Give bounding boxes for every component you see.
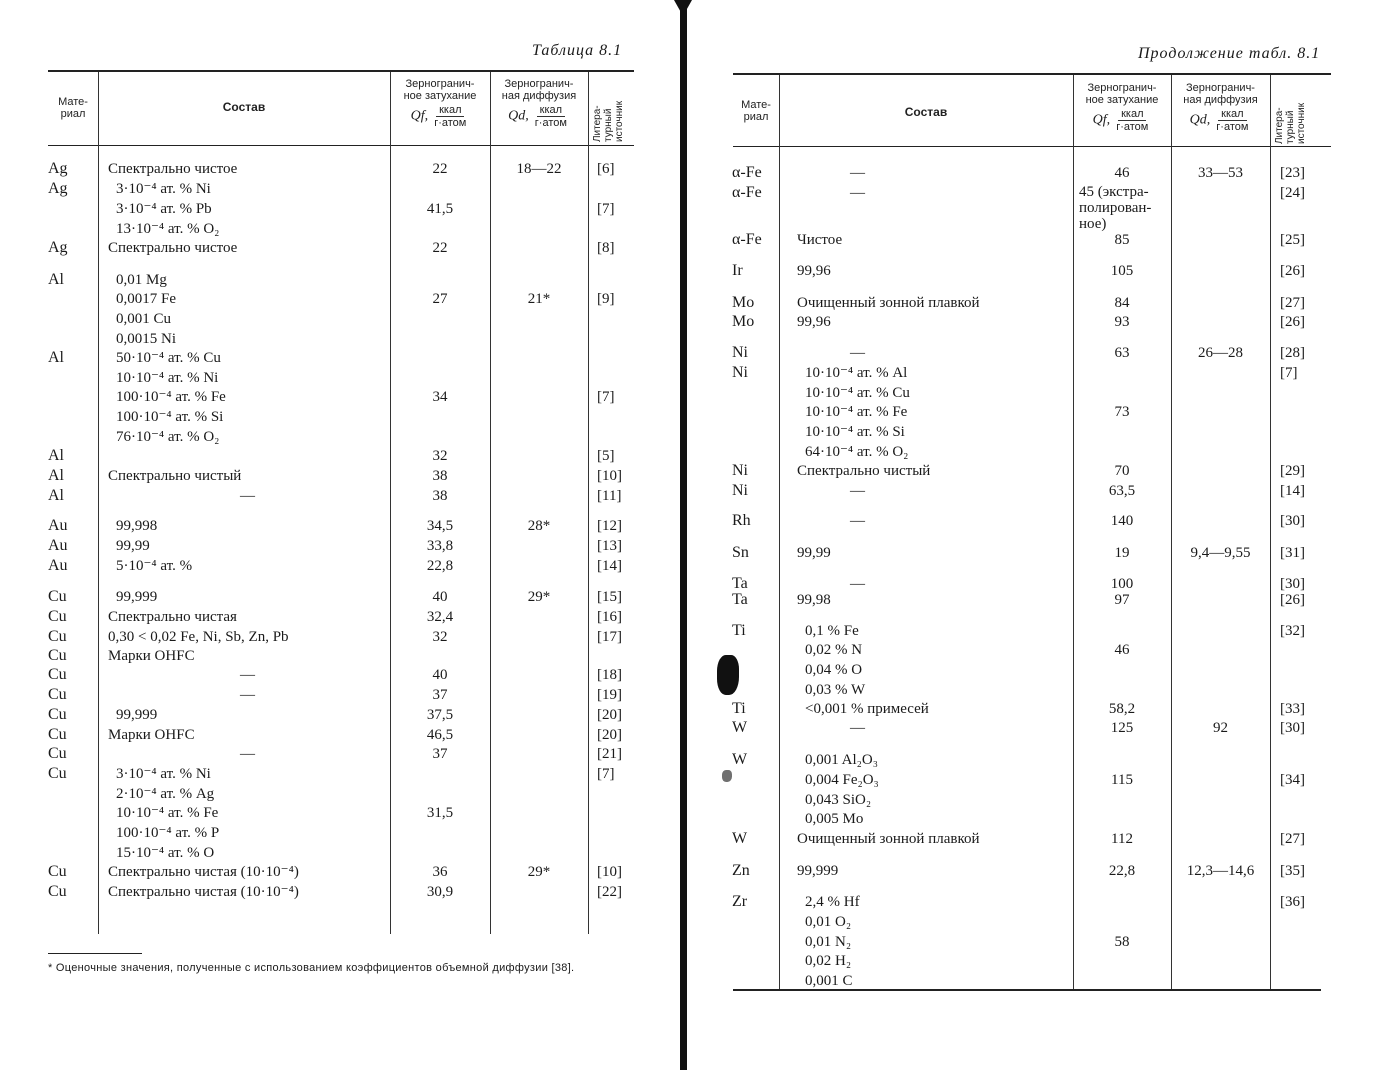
cell-material: Cu [48,588,67,605]
cell-material: Sn [732,544,749,561]
header-qd-unit [532,104,570,129]
cell-composition: 0,01 N₂ [805,934,852,950]
cell-composition: 64·10⁻⁴ ат. % O₂ [805,444,909,460]
cell-qf: 140 [1110,513,1134,529]
header-composition: Состав [222,100,266,114]
footnote: * Оценочные значения, полученные с использованием коэффициентов объемной диффузии [38]. [48,962,575,974]
cell-qf: 32 [432,448,448,464]
cell-qf: 125 [1110,720,1134,736]
cell-source: [29] [1280,463,1305,479]
cell-composition: 0,001 Al₂O₃ [805,752,878,768]
cell-composition: 3·10⁻⁴ ат. % Ni [116,766,211,782]
cell-composition: Марки OHFC [108,727,195,743]
header-material: Мате- риал [741,99,771,123]
cell-qf: 115 [1111,772,1133,788]
cell-composition: 100·10⁻⁴ ат. % Si [116,409,224,425]
cell-source: [7] [1280,365,1298,381]
cell-qf: 63 [1114,345,1130,361]
cell-composition: 0,004 Fe₂O₃ [805,772,879,788]
cell-composition: 0,043 SiO₂ [805,792,872,808]
cell-qf: 45 (экстра- полирован- ное) [1079,184,1152,232]
cell-source: [35] [1280,863,1305,879]
cell-composition: 0,1 % Fe [805,623,859,639]
cell-material: Ni [732,344,748,361]
cell-composition: <0,001 % примесей [805,701,929,717]
cell-qf: 46,5 [426,727,454,743]
cell-composition: — [850,165,865,181]
cell-composition: — [850,483,865,499]
cell-qf: 33,8 [426,538,454,554]
cell-source: [20] [597,727,622,743]
cell-source: [25] [1280,232,1305,248]
cell-source: [6] [597,161,615,177]
cell-qf: 46 [1114,165,1130,181]
header-qf-unit [1113,108,1151,133]
cell-composition: 0,02 % N [805,642,863,658]
cell-source: [13] [597,538,622,554]
cell-composition: — [850,185,865,201]
cell-source: [24] [1280,185,1305,201]
table-top-rule [733,73,1331,75]
cell-composition: — [240,488,255,504]
cell-material: Al [48,271,64,288]
cell-source: [26] [1280,592,1305,608]
cell-composition: Спектрально чистое [108,240,238,256]
cell-material: Rh [732,512,751,529]
cell-qf: 63,5 [1108,483,1136,499]
header-qd-symbol: Qd, [508,108,529,124]
cell-qd: 29* [527,864,551,880]
cell-qf: 73 [1114,404,1130,420]
cell-source: [16] [597,609,622,625]
cell-qf: 41,5 [426,201,454,217]
cell-qf: 58 [1114,934,1130,950]
cell-composition: — [850,720,865,736]
cell-source: [12] [597,518,622,534]
cell-composition: 10·10⁻⁴ ат. % Ni [116,370,219,386]
cell-composition: 2,4 % Hf [805,894,860,910]
cell-material: Al [48,487,64,504]
cell-composition: 99,96 [797,263,831,279]
cell-material: Cu [48,706,67,723]
cell-composition: 100·10⁻⁴ ат. % P [116,825,220,841]
unit-numerator: ккал [537,104,565,117]
cell-qf: 37,5 [426,707,454,723]
cell-composition: Спектрально чистый [797,463,931,479]
cell-qf: 84 [1114,295,1130,311]
cell-source: [26] [1280,263,1305,279]
unit-numerator: ккал [1118,108,1146,121]
cell-material: Au [48,537,68,554]
cell-qf: 22 [432,240,448,256]
unit-numerator: ккал [1218,108,1246,121]
cell-composition: 99,98 [797,592,831,608]
cell-composition: 3·10⁻⁴ ат. % Ni [116,181,211,197]
ink-smudge [717,655,739,695]
table-caption: Таблица 8.1 [532,42,623,59]
cell-material: Cu [48,765,67,782]
cell-composition: — [850,576,865,592]
unit-numerator: ккал [436,104,464,117]
ink-smudge [722,770,732,782]
cell-composition: 0,04 % O [805,662,863,678]
cell-material: W [732,751,748,768]
cell-material: Ag [48,239,68,256]
cell-source: [22] [597,884,622,900]
cell-composition: 50·10⁻⁴ ат. % Cu [116,350,221,366]
header-source: Литера- турный источник [592,100,625,142]
unit-denominator: г·атом [1116,121,1149,133]
cell-composition: 10·10⁻⁴ ат. % Fe [116,805,219,821]
cell-qf: 19 [1114,545,1130,561]
header-qf-text: Зерногранич- ное затухание [1085,82,1159,106]
cell-composition: 15·10⁻⁴ ат. % O [116,845,215,861]
unit-denominator: г·атом [434,117,467,129]
cell-source: [34] [1280,772,1305,788]
cell-material: Au [48,557,68,574]
cell-composition: — [240,667,255,683]
cell-composition: 99,96 [797,314,831,330]
header-qf-text: Зерногранич- ное затухание [403,78,477,102]
cell-material: Cu [48,883,67,900]
cell-material: Ta [732,591,748,608]
cell-qf: 85 [1114,232,1130,248]
cell-composition: 0,30 < 0,02 Fe, Ni, Sb, Zn, Pb [108,629,289,645]
cell-material: Cu [48,745,67,762]
cell-composition: Спектрально чистая (10·10⁻⁴) [108,864,299,880]
cell-material: Au [48,517,68,534]
cell-material: Mo [732,294,755,311]
header-qd-unit [1213,108,1251,133]
cell-qf: 32,4 [426,609,454,625]
cell-source: [5] [597,448,615,464]
cell-material: α-Fe [732,231,762,248]
cell-material: Ni [732,462,748,479]
cell-source: [19] [597,687,622,703]
header-qf [392,78,488,129]
table-top-rule [48,70,634,72]
cell-qf: 40 [432,667,448,683]
cell-source: [17] [597,629,622,645]
cell-material: W [732,719,748,736]
cell-qd: 26—28 [1198,345,1243,361]
cell-source: [15] [597,589,622,605]
cell-material: Ag [48,180,68,197]
cell-qf: 93 [1114,314,1130,330]
header-qf-unit [431,104,469,129]
header-qd-text: Зерногранич- ная диффузия [501,78,577,102]
cell-composition: 99,99 [116,538,150,554]
cell-source: [27] [1280,831,1305,847]
cell-qd: 28* [527,518,551,534]
cell-composition: 99,999 [116,589,158,605]
cell-composition: — [240,687,255,703]
cell-qf: 22,8 [1108,863,1136,879]
cell-composition: 99,99 [797,545,831,561]
cell-composition: 0,02 H₂ [805,953,852,969]
cell-material: Mo [732,313,755,330]
column-divider [1270,75,1271,989]
cell-qf: 100 [1110,576,1134,592]
cell-source: [26] [1280,314,1305,330]
unit-denominator: г·атом [534,117,567,129]
cell-composition: 0,03 % W [805,682,866,698]
column-divider [390,72,391,934]
header-source: Литера- турный источник [1274,102,1307,144]
cell-material: Al [48,349,64,366]
cell-composition: Очищенный зонной плавкой [797,831,980,847]
header-qd-text: Зерногранич- ная диффузия [1183,82,1258,106]
cell-composition: 10·10⁻⁴ ат. % Si [805,424,905,440]
cell-qf: 30,9 [426,884,454,900]
book-spine [680,0,687,1070]
cell-source: [10] [597,864,622,880]
cell-qd: 18—22 [516,161,562,177]
cell-source: [36] [1280,894,1305,910]
column-divider [1073,75,1074,989]
unit-denominator: г·атом [1216,121,1249,133]
header-qf [1075,82,1169,133]
cell-material: Ni [732,364,748,381]
cell-material: Cu [48,628,67,645]
cell-qd: 92 [1213,720,1228,736]
cell-composition: Марки OHFC [108,648,195,664]
header-qf-symbol: Qf, [410,108,429,124]
cell-material: α-Fe [732,164,762,181]
column-divider [779,75,780,989]
cell-source: [8] [597,240,615,256]
cell-composition: 0,0017 Fe [116,291,176,307]
cell-composition: Спектрально чистое [108,161,238,177]
cell-material: Zn [732,862,750,879]
cell-qd: 29* [527,589,551,605]
cell-qf: 37 [432,687,448,703]
left-page [0,0,680,1070]
cell-material: Cu [48,726,67,743]
cell-qf: 34,5 [426,518,454,534]
cell-material: Cu [48,608,67,625]
cell-material: Al [48,467,64,484]
cell-source: [32] [1280,623,1305,639]
cell-composition: 100·10⁻⁴ ат. % Fe [116,389,226,405]
cell-source: [18] [597,667,622,683]
cell-source: [9] [597,291,615,307]
cell-material: Ti [732,622,746,639]
cell-source: [7] [597,389,615,405]
cell-qd: 33—53 [1198,165,1243,181]
cell-source: [27] [1280,295,1305,311]
cell-composition: Спектрально чистый [108,468,242,484]
cell-qf: 38 [432,488,448,504]
column-divider [98,72,99,934]
cell-composition: — [850,345,865,361]
cell-material: Ir [732,262,743,279]
right-page [690,0,1391,1070]
cell-source: [21] [597,746,622,762]
cell-composition: 0,0015 Ni [116,331,176,347]
cell-composition: — [240,746,255,762]
footnote-rule [48,953,142,954]
cell-source: [30] [1280,576,1305,592]
cell-composition: 99,998 [116,518,158,534]
cell-source: [28] [1280,345,1305,361]
cell-material: W [732,830,748,847]
cell-composition: 10·10⁻⁴ ат. % Fe [805,404,908,420]
cell-qf: 58,2 [1108,701,1136,717]
cell-material: Al [48,447,64,464]
header-bottom-rule [733,146,1331,147]
column-divider [588,72,589,934]
cell-composition: 0,005 Mo [805,811,864,827]
cell-qf: 112 [1111,831,1133,847]
cell-material: Ni [732,482,748,499]
cell-source: [14] [1280,483,1305,499]
table-caption: Продолжение табл. 8.1 [1138,45,1321,62]
cell-composition: 5·10⁻⁴ ат. % [116,558,193,574]
header-qd-symbol: Qd, [1189,112,1211,128]
cell-composition: Чистое [797,232,843,248]
cell-source: [14] [597,558,622,574]
cell-material: Cu [48,666,67,683]
cell-material: Cu [48,647,67,664]
cell-material: Ti [732,700,746,717]
cell-composition: Спектрально чистая (10·10⁻⁴) [108,884,299,900]
cell-qf: 38 [432,468,448,484]
cell-composition: 0,001 Cu [116,311,172,327]
cell-composition: 2·10⁻⁴ ат. % Ag [116,786,215,802]
cell-qf: 22,8 [426,558,454,574]
cell-composition: 0,01 Mg [116,272,167,288]
cell-qd: 9,4—9,55 [1190,545,1251,561]
cell-material: Ta [732,575,748,592]
cell-composition: Очищенный зонной плавкой [797,295,980,311]
header-qd [492,78,586,129]
cell-composition: 10·10⁻⁴ ат. % Cu [805,385,910,401]
cell-source: [20] [597,707,622,723]
cell-material: Zr [732,893,748,910]
cell-composition: 99,999 [797,863,839,879]
cell-qd: 12,3—14,6 [1186,863,1255,879]
cell-qf: 46 [1114,642,1130,658]
cell-qf: 70 [1114,463,1130,479]
cell-qf: 37 [432,746,448,762]
header-qd [1173,82,1268,133]
cell-composition: — [850,513,865,529]
column-divider [490,72,491,934]
cell-qf: 40 [432,589,448,605]
cell-material: Cu [48,863,67,880]
cell-composition: 10·10⁻⁴ ат. % Al [805,365,908,381]
cell-qf: 36 [432,864,448,880]
cell-source: [31] [1280,545,1305,561]
cell-source: [11] [597,488,622,504]
cell-qf: 22 [432,161,448,177]
cell-qf: 27 [432,291,448,307]
header-material: Мате- риал [58,96,88,120]
cell-qf: 97 [1114,592,1130,608]
cell-source: [33] [1280,701,1305,717]
cell-source: [23] [1280,165,1305,181]
cell-qd: 21* [527,291,551,307]
cell-source: [30] [1280,513,1305,529]
cell-qf: 34 [432,389,448,405]
cell-qf: 31,5 [426,805,454,821]
cell-material: Ag [48,160,68,177]
cell-source: [7] [597,766,615,782]
cell-qf: 105 [1110,263,1134,279]
cell-material: α-Fe [732,184,762,201]
cell-source: [7] [597,201,615,217]
cell-material: Cu [48,686,67,703]
cell-composition: 3·10⁻⁴ ат. % Pb [116,201,212,217]
cell-composition: 0,001 C [805,973,853,989]
cell-qf: 32 [432,629,448,645]
header-composition: Состав [904,105,948,119]
header-qf-symbol: Qf, [1092,112,1111,128]
cell-composition: 0,01 O₂ [805,914,852,930]
cell-composition: 13·10⁻⁴ ат. % O₂ [116,221,220,237]
cell-composition: Спектрально чистая [108,609,237,625]
cell-composition: 99,999 [116,707,158,723]
cell-source: [30] [1280,720,1305,736]
header-bottom-rule [48,145,634,146]
cell-composition: 76·10⁻⁴ ат. % O₂ [116,429,220,445]
cell-source: [10] [597,468,622,484]
